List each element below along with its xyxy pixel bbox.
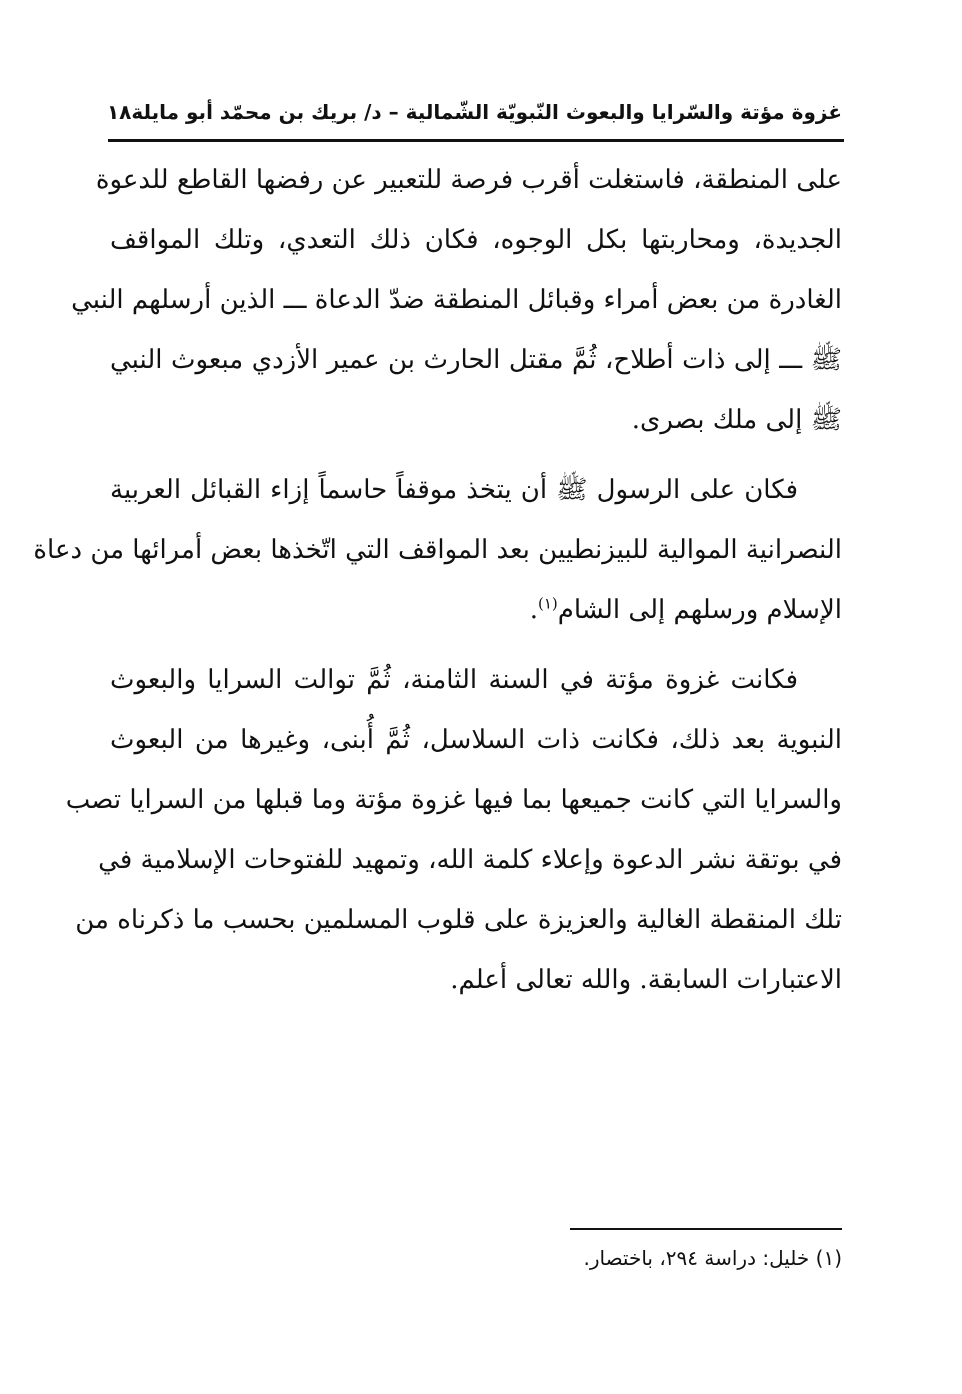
text-line: فكانت غزوة مؤتة في السنة الثامنة، ثُمَّ توالت السرايا والبعوث xyxy=(110,665,798,695)
footnote-rule xyxy=(570,1228,842,1230)
footnote xyxy=(420,1246,842,1270)
text-line: النبوية بعد ذلك، فكانت ذات السلاسل، ثُمَّ أُبنى، وغيرها من البعوث xyxy=(110,725,842,755)
footnote-marker: (١) xyxy=(815,1246,842,1270)
header-rule xyxy=(108,139,844,142)
page-number: ١٨ xyxy=(106,100,132,124)
text-line: الغادرة من بعض أمراء وقبائل المنطقة ضدّ الدعاة ـــ الذين أرسلهم النبي xyxy=(71,285,842,315)
paragraph-1 xyxy=(71,150,842,450)
text-line: النصرانية الموالية للبيزنطيين بعد المواقف التي اتّخذها بعض أمرائها من دعاة xyxy=(33,535,842,565)
paragraph-gap xyxy=(110,450,842,460)
text-line: ﷺ ـــ إلى ذات أطلاح، ثُمَّ مقتل الحارث بن عمير الأزدي مبعوث النبي xyxy=(110,345,842,375)
text-fragment: الإسلام ورسلهم إلى الشام xyxy=(557,595,842,625)
text-line: في بوتقة نشر الدعوة وإعلاء كلمة الله، وتمهيد للفتوحات الإسلامية في xyxy=(98,845,842,875)
paragraph-2 xyxy=(33,460,842,640)
footnote-text: خليل: دراسة ٢٩٤، باختصار. xyxy=(583,1246,810,1270)
text-line: الاعتبارات السابقة. والله تعالى أعلم. xyxy=(450,965,842,995)
text-line: الجديدة، ومحاربتها بكل الوجوه، فكان ذلك التعدي، وتلك المواقف xyxy=(110,225,842,255)
text-line: تلك المنقطة الغالية والعزيزة على قلوب المسلمين بحسب ما ذكرناه من xyxy=(75,905,842,935)
page-header xyxy=(106,92,842,132)
paragraph-gap xyxy=(110,640,842,650)
text-line: ﷺ إلى ملك بصرى. xyxy=(631,405,842,435)
text-line: والسرايا التي كانت جميعها بما فيها غزوة مؤتة وما قبلها من السرايا تصب xyxy=(65,785,842,815)
running-title: غزوة مؤتة والسّرايا والبعوث النّبويّة الشّمالية – د/ بريك بن محمّد أبو مايلة xyxy=(131,100,842,124)
text-fragment: . xyxy=(529,595,538,625)
main-text xyxy=(33,150,842,1010)
text-line: على المنطقة، فاستغلت أقرب فرصة للتعبير عن رفضها القاطع للدعوة xyxy=(95,165,842,195)
paragraph-3 xyxy=(65,650,842,1010)
text-line-with-footnote-ref xyxy=(110,580,842,640)
footnote-reference[interactable]: (١) xyxy=(538,594,558,613)
text-line: فكان على الرسول ﷺ أن يتخذ موقفاً حاسماً إزاء القبائل العربية xyxy=(110,475,798,505)
